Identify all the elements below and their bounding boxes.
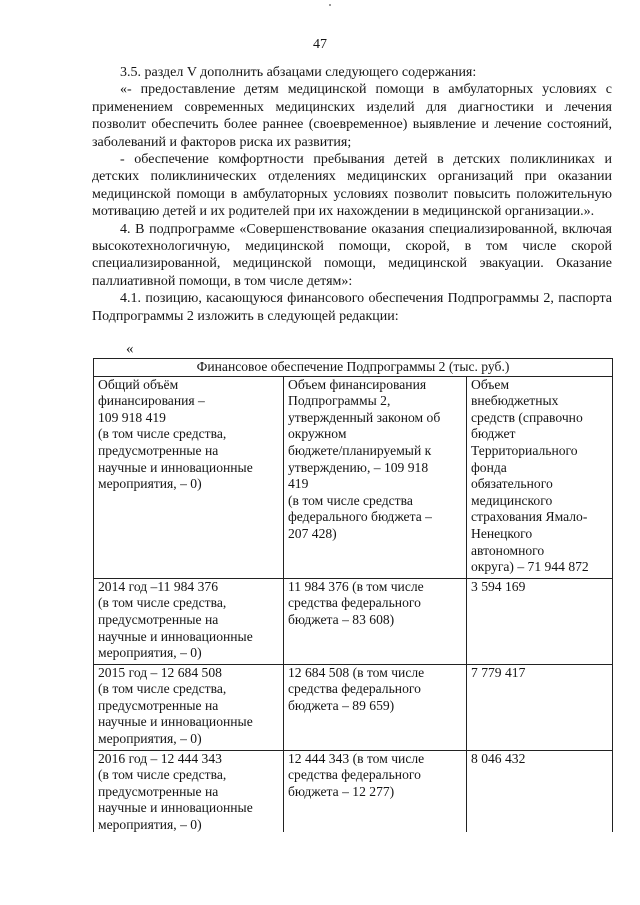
cell-line: средства федерального [288, 681, 421, 697]
year-extrabudgetary-cell [467, 664, 613, 750]
year-budget-cell [284, 578, 467, 664]
cell-line: бюджета – 83 608) [288, 611, 395, 627]
cell-line: Общий объём [98, 376, 179, 392]
cell-line: бюджета – 12 277) [288, 783, 395, 799]
cell-line: средства федерального [288, 767, 421, 783]
cell-line: 2016 год – 12 444 343 [98, 750, 222, 766]
cell-line: предусмотренные на [98, 783, 219, 799]
cell-line: 2015 год – 12 684 508 [98, 664, 222, 680]
cell-line: научные и инновационные [98, 459, 253, 475]
budget-financing-cell [284, 376, 467, 578]
year-extrabudgetary-cell [467, 578, 613, 664]
cell-line: фонда [471, 459, 507, 475]
cell-line: 7 779 417 [471, 664, 526, 680]
cell-line: окружном [288, 426, 347, 442]
table-row-2014 [94, 578, 613, 664]
cell-line: научные и инновационные [98, 628, 253, 644]
cell-line: округа) – 71 944 872 [471, 559, 589, 575]
cell-line: 109 918 419 [98, 409, 166, 425]
cell-line: (в том числе средства, [98, 681, 227, 697]
paragraph-section-4-1: 4.1. позицию, касающуюся финансового обеспечения Подпрограммы 2, паспорта Подпрограммы 2 изложить в следующей редакции: [92, 291, 612, 324]
cell-line: автономного [471, 542, 545, 558]
cell-line: предусмотренные на [98, 442, 219, 458]
paragraph-section-4: 4. В подпрограмме «Совершенствование оказания специализированной, включая высокотехнологичную, медицинской помощи, скорой, в том числе скорой специализированной, медицинской помощи, медицинской эвакуации. Оказание паллиативной помощи, в том числе детям»: [92, 221, 612, 289]
paragraph-section-3-5: 3.5. раздел V дополнить абзацами следующего содержания: [120, 65, 477, 80]
year-total-cell [94, 750, 284, 832]
cell-line: научные и инновационные [98, 800, 253, 816]
cell-line: финансирования – [98, 393, 205, 409]
cell-line: утверждению, – 109 918 [288, 459, 429, 475]
opening-quote-mark: « [126, 341, 134, 357]
cell-line: средств (справочно [471, 409, 583, 425]
table-row-2016 [94, 750, 613, 832]
cell-line: Объем [471, 376, 510, 392]
cell-line: Территориального [471, 442, 578, 458]
cell-line: Ненецкого [471, 525, 533, 541]
year-total-cell [94, 578, 284, 664]
cell-line: Объем финансирования [288, 376, 427, 392]
cell-line: 3 594 169 [471, 578, 526, 594]
cell-line: утвержденный законом об [288, 409, 441, 425]
cell-line: бюджете/планируемый к [288, 442, 432, 458]
table-column-heads [94, 376, 613, 578]
paragraph-quote-1: «- предоставление детям медицинской помощи в амбулаторных условиях с применением современных медицинских изделий для диагностики и лечения позволит обеспечить более раннее (своевременное) выявление и лечение состояний, заболеваний и факторов риска их развития; [92, 82, 612, 150]
year-total-cell [94, 664, 284, 750]
paragraph-quote-2: - обеспечение комфортности пребывания детей в детских поликлиниках и детских поликлинических отделениях медицинских организаций при оказании медицинской помощи в амбулаторных условиях позволит повысить положительную мотивацию детей и их родителей при их нахождении в медицинской организации.». [92, 152, 612, 220]
cell-line: мероприятия, – 0) [98, 645, 202, 661]
cell-line: 207 428) [288, 525, 337, 541]
cell-line: федерального бюджета – [288, 509, 432, 525]
cell-line: внебюджетных [471, 393, 559, 409]
cell-line: (в том числе средства, [98, 426, 227, 442]
cell-line: 2014 год –11 984 376 [98, 578, 219, 594]
year-extrabudgetary-cell [467, 750, 613, 832]
page-number: 47 [313, 37, 327, 52]
cell-line: 12 684 508 (в том числе [288, 664, 425, 680]
table-header: Финансовое обеспечение Подпрограммы 2 (тыс. руб.) [94, 359, 613, 377]
cell-line: медицинского [471, 492, 553, 508]
cell-line: 11 984 376 (в том числе [288, 578, 424, 594]
table-row-2015 [94, 664, 613, 750]
cell-line: бюджета – 89 659) [288, 697, 395, 713]
cell-line: 419 [288, 476, 309, 492]
cell-line: обязательного [471, 476, 553, 492]
financing-table [93, 358, 613, 832]
cell-line: предусмотренные на [98, 611, 219, 627]
cell-line: (в том числе средства [288, 492, 413, 508]
table-header-row [94, 359, 613, 377]
cell-line: страхования Ямало- [471, 509, 588, 525]
cell-line: (в том числе средства, [98, 767, 227, 783]
extrabudgetary-cell [467, 376, 613, 578]
cell-line: мероприятия, – 0) [98, 817, 202, 832]
cell-line: мероприятия, – 0) [98, 731, 202, 747]
cell-line: 8 046 432 [471, 750, 526, 766]
cell-line: научные и инновационные [98, 714, 253, 730]
cell-line: мероприятия, – 0) [98, 476, 202, 492]
cell-line: Подпрограммы 2, [288, 393, 391, 409]
year-budget-cell [284, 664, 467, 750]
total-financing-cell [94, 376, 284, 578]
cell-line: (в том числе средства, [98, 595, 227, 611]
cell-line: бюджет [471, 426, 516, 442]
cell-line: средства федерального [288, 595, 421, 611]
cell-line: предусмотренные на [98, 697, 219, 713]
year-budget-cell [284, 750, 467, 832]
cell-line: 12 444 343 (в том числе [288, 750, 425, 766]
